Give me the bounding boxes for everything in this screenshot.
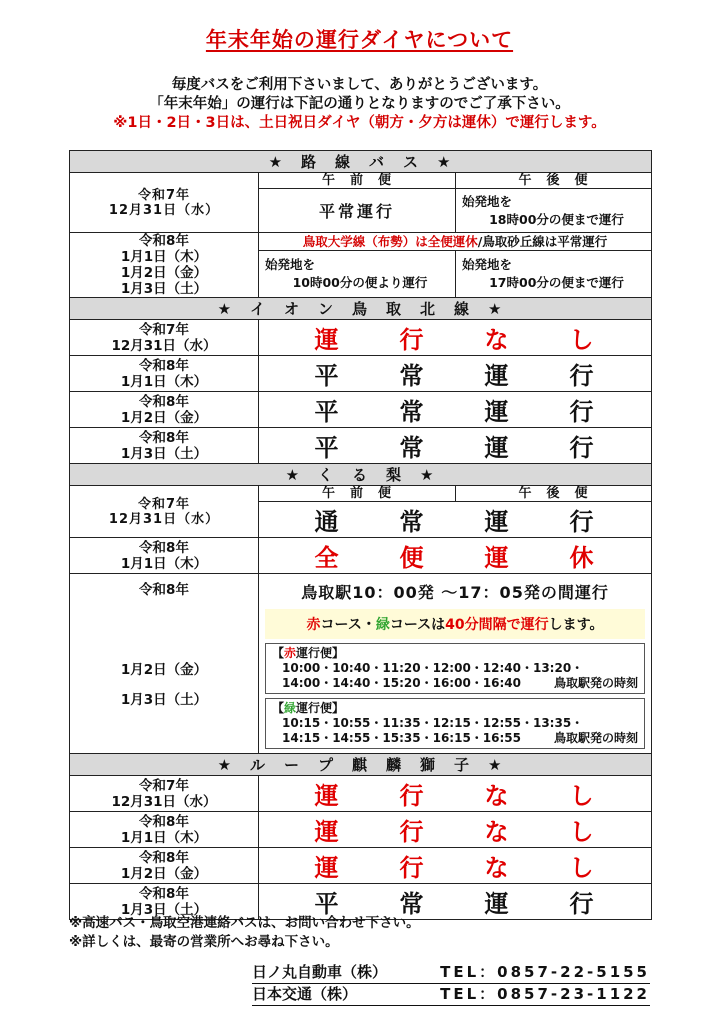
aeon-status: 運 行 な し [259, 320, 652, 356]
loop-status: 平 常 運 行 [259, 884, 652, 920]
section-header-loop: ★ ル ー プ 麒 麟 獅 子 ★ [70, 754, 652, 776]
company-tel: TEL：0857-22-5155 [440, 963, 650, 981]
rosen-notice: 鳥取大学線（布勢）は全便運休/鳥取砂丘線は平常運行 [259, 233, 652, 251]
am-header: 午 前 便 [259, 486, 456, 502]
red-course-times: 【赤運行便】 10:00・10:40・11:20・12:00・12:40・13:20・ 14:00・14:40・15:20・16:00・16:40 鳥取駅発の時刻 [265, 643, 645, 694]
aeon-status: 平 常 運 行 [259, 392, 652, 428]
loop-status: 運 行 な し [259, 848, 652, 884]
section-header-rosen: ★ 路 線 バ ス ★ [70, 151, 652, 173]
rosen-notice-row [70, 233, 652, 251]
intro [0, 76, 719, 133]
green-course-times: 【緑運行便】 10:15・10:55・11:35・12:15・12:55・13:35・ 14:15・14:55・15:35・16:15・16:55 鳥取駅発の時刻 [265, 698, 645, 749]
loop-status: 運 行 な し [259, 776, 652, 812]
kururi-status: 全 便 運 休 [259, 538, 652, 574]
schedule-table [69, 150, 652, 920]
rosen-date-cell-2: 令和8年 1月1日（木） 1月2日（金） 1月3日（土） [70, 233, 259, 298]
company-tel: TEL：0857-23-1122 [440, 985, 650, 1003]
rosen-pm-status: 始発地を 18時00分の便まで運行 [456, 189, 652, 233]
date-day: 12月31日（水） [108, 202, 220, 218]
section-header-aeon: ★ イ オ ン 鳥 取 北 線 ★ [70, 298, 652, 320]
kururi-headline: 鳥取駅10：00発 ～17：05発の間運行 [301, 583, 609, 602]
kururi-interval-band: 赤コース・緑コースは40分間隔で運行します。 [265, 609, 645, 639]
loop-row: 令和7年 12月31日（水） 運 行 な し [70, 776, 652, 812]
footnotes [69, 914, 420, 952]
aeon-row: 令和8年 1月1日（木） 平 常 運 行 [70, 356, 652, 392]
rosen-am-status-2: 始発地を 10時00分の便より運行 [259, 251, 456, 298]
rosen-pm-status-2: 始発地を 17時00分の便まで運行 [456, 251, 652, 298]
contact-row [252, 984, 650, 1006]
company-name: 日本交通（株） [252, 985, 358, 1003]
company-name: 日ノ丸自動車（株） [252, 963, 388, 981]
kururi-status: 通 常 運 行 [259, 502, 652, 538]
intro-line-2: 「年末年始」の運行は下記の通りとなりますのでご了承下さい。 [149, 96, 570, 112]
intro-line-3: ※1日・2日・3日は、土日祝日ダイヤ（朝方・夕方は運休）で運行します。 [113, 115, 606, 131]
footnote-1: ※高速バス・鳥取空港連絡バスは、お問い合わせ下さい。 [69, 915, 420, 931]
kururi-subheader: 令和7年 12月31日（水） 午 前 便 午 後 便 [70, 486, 652, 502]
aeon-row: 令和8年 1月3日（土） 平 常 運 行 [70, 428, 652, 464]
aeon-row: 令和7年 12月31日（水） 運 行 な し [70, 320, 652, 356]
aeon-row: 令和8年 1月2日（金） 平 常 運 行 [70, 392, 652, 428]
rosen-am-status: 平常運行 [259, 189, 456, 233]
aeon-status: 平 常 運 行 [259, 428, 652, 464]
loop-row: 令和8年 1月1日（木） 運 行 な し [70, 812, 652, 848]
kururi-row-0102-0103: 令和8年 1月2日（金） 1月3日（土） 鳥取駅10：00発 ～17：05発の間運行 赤コース・緑コースは40分間隔で運行します。 【赤運行便】 10:00・10:40・11:20・12:00・12:40・13:20・ 14:00・14:40・15:20・16:00・16:40 鳥取駅発の時刻 【緑運行便】 10:15・10:55・11:35・12:15・12:55・13:35・ 14:15・14:55・15:35・16:15・16:55 鳥取駅発の時刻 [70, 574, 652, 754]
intro-line-1: 毎度バスをご利用下さいまして、ありがとうございます。 [171, 77, 548, 93]
loop-row: 令和8年 1月2日（金） 運 行 な し [70, 848, 652, 884]
pm-header: 午 後 便 [456, 486, 652, 502]
pm-header: 午 後 便 [456, 173, 652, 189]
contact-list [252, 962, 650, 1006]
rosen-subheader [70, 173, 652, 189]
loop-status: 運 行 な し [259, 812, 652, 848]
rosen-date-cell-1 [70, 173, 259, 233]
loop-row: 令和8年 1月3日（土） 平 常 運 行 [70, 884, 652, 920]
footnote-2: ※詳しくは、最寄の営業所へお尋ね下さい。 [69, 934, 339, 950]
contact-row [252, 962, 650, 984]
date-era: 令和7年 [137, 187, 191, 203]
aeon-status: 平 常 運 行 [259, 356, 652, 392]
kururi-detail [259, 574, 652, 754]
kururi-row-0101: 令和8年 1月1日（木） 全 便 運 休 [70, 538, 652, 574]
section-header-kururi: ★ く る 梨 ★ [70, 464, 652, 486]
am-header: 午 前 便 [259, 173, 456, 189]
page-title: 年末年始の運行ダイヤについて [205, 28, 514, 52]
